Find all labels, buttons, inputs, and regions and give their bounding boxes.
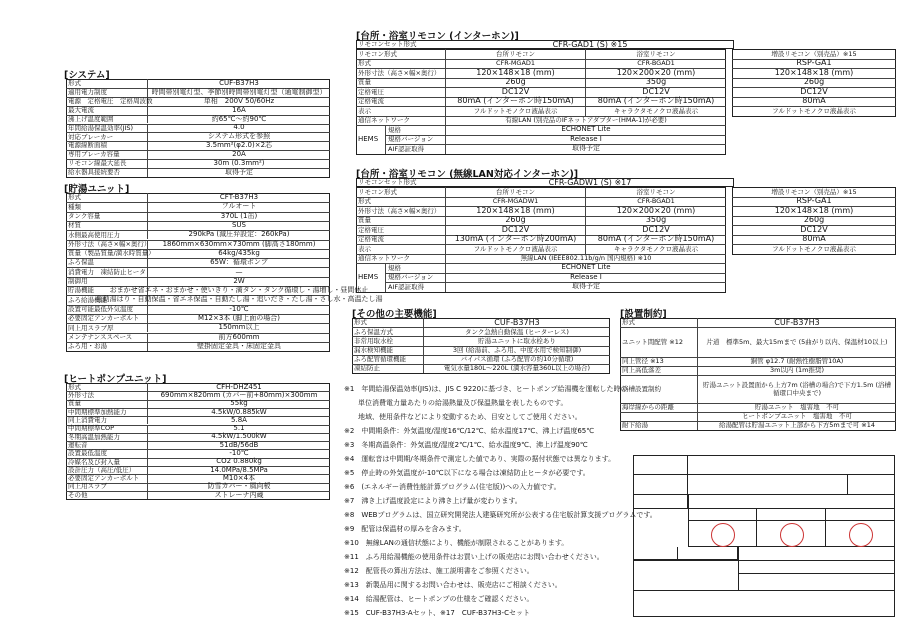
row-value: 30m (0.3mm²) xyxy=(213,159,265,168)
tank-row xyxy=(66,277,330,286)
footnote: ※11 ふろ用給湯機能の使用条件はお買い上げの販売店にお問い合わせください。 xyxy=(344,553,604,561)
row-label xyxy=(620,412,698,421)
row-value: 150mm以上 xyxy=(218,323,260,332)
system-row xyxy=(66,115,330,124)
hems-value: ECHONET Lite xyxy=(561,125,611,134)
hems-label: AIF認証取得 xyxy=(386,282,446,292)
row-value: CFT-B37H3 xyxy=(219,193,259,202)
row-value: 貯湯ユニット 塩害地 不可 xyxy=(754,403,840,412)
row-label: 同上用スラブ xyxy=(66,483,148,491)
tank-row xyxy=(66,267,330,276)
row-value: 時間帯別電灯型、季節別時間帯別電灯型（通電制御型） xyxy=(151,87,327,96)
tank-row xyxy=(66,193,330,202)
hems-label: 規格 xyxy=(386,125,446,135)
row-value-kitchen: 120×148×18 (mm) xyxy=(446,68,586,78)
install-heading: [設置制約] xyxy=(620,309,667,320)
row-label: 沸上げ温度範囲 xyxy=(66,115,148,124)
extra-value: 260g xyxy=(803,215,825,225)
tank-row xyxy=(66,258,330,267)
remote-lan-set-value: CFR-GADW1 (S) ※17 xyxy=(548,177,632,187)
row-value: 無線LAN (IEEE802.11b/g/n 国内規格) ※10 xyxy=(520,254,652,262)
row-label: 浴槽設置制約 xyxy=(620,375,698,403)
system-row xyxy=(66,141,330,150)
row-value: 貯湯ユニット設置面から上方7m (浴槽の場合)で下方1.5m (浴槽循環口中央まで) xyxy=(702,380,892,397)
tank-row xyxy=(66,230,330,239)
row-value-bath: 120×200×20 (mm) xyxy=(616,205,696,215)
remote-lan-set-label: リモコンセット形式 xyxy=(358,178,417,187)
created-label xyxy=(738,547,758,560)
remote-heading: [台所・浴室リモコン (インターホン)] xyxy=(356,31,519,42)
row-value: 3.5mm²(φ2.0)×2芯 xyxy=(205,141,273,150)
row-label: 冬期高温加熱能力 xyxy=(66,433,148,441)
remote-hems-label: HEMS xyxy=(356,125,386,154)
row-value-kitchen: DC12V xyxy=(446,225,586,235)
footnote: ※7 沸き上げ温度設定により沸き上げ量が変わります。 xyxy=(344,497,522,505)
tank-row xyxy=(66,295,383,304)
row-value-bath: 80mA (インターホン時150mA) xyxy=(597,234,715,244)
row-label: 設計圧力（高圧/低圧） xyxy=(66,466,148,474)
row-label: 形式 xyxy=(352,318,424,327)
row-label: 中間期標準COP xyxy=(66,425,148,433)
tank-row xyxy=(66,286,369,295)
row-label: 通信ネットワーク xyxy=(356,116,446,126)
row-value: 自動湯はり・自動保温・省エネ保温・自動たし湯・追いだき・たし湯・さし水・高温たし湯 xyxy=(95,295,383,304)
row-value: 3m以内 (1m推奨) xyxy=(769,366,825,375)
system-heading: [システム] xyxy=(64,70,110,81)
row-label: 対応ブレーカー xyxy=(66,132,148,141)
row-label: 運転音 xyxy=(66,441,148,449)
footnote: ※1 年間給湯保温効率(JIS)は、JIS C 9220に基づき、ヒートポンプ給湯機を運転した時の xyxy=(344,385,628,393)
doc-title xyxy=(633,560,738,590)
extra-value: RSP-GA1 xyxy=(796,58,832,68)
row-label: 制御用 xyxy=(66,277,148,286)
date-label xyxy=(633,547,678,560)
row-value: 64kg/435kg xyxy=(218,248,260,257)
row-value-kitchen: 260g xyxy=(446,216,586,226)
footnote: ※3 冬期高温条件：外気温度/湿度2℃/1℃、給水温度9℃、沸上げ温度90℃ xyxy=(344,441,588,449)
remote-lan-extra-head: 増設リモコン（別売品）※15 xyxy=(771,187,857,196)
row-value-kitchen: 80mA (インターホン時150mA) xyxy=(446,97,586,107)
hems-value: Release I xyxy=(570,272,602,281)
row-value-kitchen: CFR-MGADW1 xyxy=(446,197,586,207)
row-value: 16A xyxy=(232,105,246,114)
page-number xyxy=(848,475,895,495)
row-value-bath: 120×200×20 (mm) xyxy=(616,67,696,77)
row-value: タンク急熱自動保温 (ヒーターレス) xyxy=(465,327,569,336)
footnote: ※10 無線LANの通信状態により、機能が制限されることがあります。 xyxy=(344,539,569,547)
remote-lan-heading: [台所・浴室リモコン (無線LAN対応インターホン)] xyxy=(356,169,579,180)
system-row xyxy=(66,79,330,88)
remote-extra-head: 増設リモコン（別売品）※15 xyxy=(771,49,857,58)
heatpump-row xyxy=(66,458,330,466)
row-label: 形式 xyxy=(66,193,148,202)
row-label: 凍結防止 xyxy=(352,364,424,373)
row-value: CFH-DHZ451 xyxy=(216,382,262,391)
row-label: 同上管径 ※13 xyxy=(620,357,698,366)
row-label: 材質 xyxy=(66,221,148,230)
row-label: 形式 xyxy=(356,197,446,207)
row-value: 4.0 xyxy=(233,123,245,132)
extra-value: DC12V xyxy=(800,224,828,234)
row-label: 専用ブレーカ容量 xyxy=(66,150,148,159)
row-label: 定格電流 xyxy=(356,235,446,245)
system-row xyxy=(66,132,330,141)
row-value: おまかせ省エネ・おまかせ・使いきり・満タン・タンク循環し・湯増し・昼間休止 xyxy=(109,286,369,295)
row-value-bath: DC12V xyxy=(642,86,670,96)
approve-stamp xyxy=(711,523,735,547)
extra-value: 260g xyxy=(803,77,825,87)
row-value: 4.5kW/1.500kW xyxy=(211,432,267,441)
row-value-kitchen: DC12V xyxy=(446,87,586,97)
row-value: 690mm×820mm (カバー前+80mm)×300mm xyxy=(160,390,318,399)
approve-label xyxy=(688,509,757,521)
row-value: 給湯配管は貯湯ユニット上部から下方5mまで可 ※14 xyxy=(719,421,875,430)
footnote: 単位消費電力量あたりの給湯熱量及び保温熱量を表したものです。 xyxy=(344,399,568,407)
system-row xyxy=(66,159,330,168)
row-label: ふろ用・お湯 xyxy=(66,342,148,351)
row-value-kitchen: フルドットモノクロ液晶表示 xyxy=(446,106,586,116)
row-value: CUF-B37H3 xyxy=(494,317,540,327)
row-value: 1860mm×630mm×730mm (脚高さ180mm) xyxy=(162,239,316,248)
row-value: システム形式を参照 xyxy=(207,132,271,141)
row-value-kitchen: 120×148×18 (mm) xyxy=(446,206,586,216)
row-value: 電気水量180L〜220L (満水容量360L以上の場合) xyxy=(443,364,591,373)
row-label: 同上用スラブ厚 xyxy=(66,323,148,332)
hems-value: 取得予定 xyxy=(572,282,600,291)
footnote: ※9 配管は保温材の厚みを含みます。 xyxy=(344,525,466,533)
row-value-kitchen: フルドットモノクロ液晶表示 xyxy=(446,244,586,254)
company-address xyxy=(758,592,895,616)
row-label: 外形寸法（高さ×幅×奥行） xyxy=(356,68,446,78)
row-label: 質量 xyxy=(356,216,446,226)
extra-value: 120×148×18 (mm) xyxy=(774,205,854,215)
revision-label xyxy=(678,547,738,560)
row-label: 形式 xyxy=(66,383,148,391)
row-label: リモコン線最大延長 xyxy=(66,159,148,168)
row-label: 必要固定アンカーボルト xyxy=(66,314,148,323)
hems-label: 規格バージョン xyxy=(386,135,446,145)
hems-label: 規格バージョン xyxy=(386,273,446,283)
tank-row xyxy=(66,342,330,351)
row-value-kitchen: 260g xyxy=(446,78,586,88)
row-label: ふろ給湯機能 xyxy=(66,295,148,304)
row-value: 20A xyxy=(232,150,246,159)
row-value: 貯湯ユニットに取水栓あり xyxy=(478,336,556,345)
system-row xyxy=(66,168,330,177)
row-label: 表示 xyxy=(356,244,446,254)
row-value: -10℃ xyxy=(229,449,249,458)
row-value-bath: 浴室リモコン xyxy=(636,187,676,196)
row-label: 外形寸法（高さ×幅×奥行） xyxy=(356,206,446,216)
hems-label: AIF認証取得 xyxy=(386,144,446,154)
row-label: ふろ保温方式 xyxy=(352,327,424,336)
heatpump-row xyxy=(66,483,330,491)
tank-row xyxy=(66,202,330,211)
row-label: 中間期標準加熱能力 xyxy=(66,408,148,416)
row-value: 290kPa (減圧弁設定：260kPa) xyxy=(188,230,290,239)
extra-value: RSP-GA1 xyxy=(796,196,832,206)
row-value: ヒートポンプユニット 塩害地 不可 xyxy=(742,412,852,421)
row-label: リモコン形式 xyxy=(356,49,446,59)
extra-value: フルドットモノクロ液晶表示 xyxy=(772,244,856,253)
row-value: フルオート xyxy=(221,202,257,211)
row-label: 種類 xyxy=(66,202,148,211)
row-value: CUF-B37H3 xyxy=(774,317,820,327)
row-label: 耐下給湯 xyxy=(620,421,698,430)
footnote: ※4 運転音は中間期/冬期条件で測定した値であり、実際の据付状態では異なります。 xyxy=(344,455,616,463)
heatpump-row xyxy=(66,391,330,399)
row-label: リモコン形式 xyxy=(356,187,446,197)
tank-row xyxy=(66,240,330,249)
extra-value: フルドットモノクロ液晶表示 xyxy=(772,106,856,115)
hems-value: 取得予定 xyxy=(572,144,600,153)
row-label: 貯湯機能 xyxy=(66,286,148,295)
row-value-bath: 80mA (インターホン時150mA) xyxy=(597,96,715,106)
row-value: CUF-B37H3 xyxy=(219,78,259,87)
company-name xyxy=(633,590,758,617)
footnote: ※2 中間期条件：外気温度/湿度16℃/12℃、給水温度17℃、沸上げ温度65℃ xyxy=(344,427,595,435)
hems-value: ECHONET Lite xyxy=(561,263,611,272)
row-value: 防雪カバー・風向板 xyxy=(207,482,271,491)
model-label xyxy=(633,475,688,495)
footnote: ※14 給湯配管は、ヒートポンプの仕様をご確認ください。 xyxy=(344,595,534,603)
row-label: 形式 xyxy=(66,79,148,88)
tank-row xyxy=(66,305,330,314)
row-value: 65W：循環ポンプ xyxy=(210,258,268,267)
row-label: メンテナンススペース xyxy=(66,333,148,342)
tank-row xyxy=(66,323,330,332)
row-value: 有線LAN (別売品のIFネットアダプター(HMA-1)が必要) xyxy=(505,116,667,124)
row-value: 4.5kW/0.885kW xyxy=(211,407,267,416)
scale-label xyxy=(738,560,758,573)
row-label: 形式 xyxy=(356,59,446,69)
row-label: 質量 xyxy=(66,400,148,408)
row-value: 壁掛固定金具・床固定金具 xyxy=(197,341,281,350)
heatpump-row xyxy=(66,425,330,433)
row-label: 漏水検知機能 xyxy=(352,346,424,355)
system-row xyxy=(66,150,330,159)
hems-value: Release I xyxy=(570,134,602,143)
row-value: SUS xyxy=(231,221,246,230)
tank-row xyxy=(66,249,330,258)
row-value: 51dB/56dB xyxy=(219,440,259,449)
row-label: 定格電圧 xyxy=(356,225,446,235)
row-label: その他 xyxy=(66,491,148,499)
heatpump-row xyxy=(66,433,330,441)
row-label: ふろ保温 xyxy=(66,258,148,267)
row-label: 必要固定アンカーボルト xyxy=(66,474,148,482)
row-label: 適用電力制度 xyxy=(66,88,148,97)
row-label: 海岸線からの距離 xyxy=(620,403,698,412)
footnote: ※12 配管長の算出方法は、施工説明書をご参照ください。 xyxy=(344,567,534,575)
row-label: ふろ配管循環機能 xyxy=(352,355,424,364)
other-heading: [その他の主要機能] xyxy=(352,309,437,320)
row-value-kitchen: CFR-MGAD1 xyxy=(446,59,586,69)
extra-value: 80mA xyxy=(802,96,826,106)
row-value-bath: DC12V xyxy=(642,224,670,234)
row-value-bath: 350g xyxy=(645,77,667,87)
row-value: 2W xyxy=(233,276,245,285)
row-value: 3回 (給湯前、ふろ用、中度水用で検知制御) xyxy=(452,345,582,354)
row-label: 給水器具接続要否 xyxy=(66,168,148,177)
row-value: CO2 0.880kg xyxy=(216,457,262,466)
product-name xyxy=(688,455,895,475)
row-value: 約65℃〜約90℃ xyxy=(211,114,267,123)
row-value-bath: キャラクタモノクロ液晶表示 xyxy=(613,244,699,253)
footnote: ※8 WEBプログラムは、国立研究開発法人建築研究所が公表する住宅版計算支援プログラムです。 xyxy=(344,511,657,519)
row-value-kitchen: 台所リモコン xyxy=(446,187,586,197)
footnote: 地域、使用条件などにより変動するため、目安としてご使用ください。 xyxy=(344,413,582,421)
row-value: 取得予定 xyxy=(225,167,253,176)
row-label: 電源 定格電圧 定格周波数 xyxy=(68,96,153,105)
extra-value: DC12V xyxy=(800,86,828,96)
hems-label: 規格 xyxy=(386,263,446,273)
tank-row xyxy=(66,221,330,230)
row-value-bath: キャラクタモノクロ液晶表示 xyxy=(613,106,699,115)
scale-value xyxy=(800,560,860,573)
row-value-bath: CFR-BGAD1 xyxy=(637,197,675,205)
row-label: 質量 xyxy=(356,78,446,88)
row-label: 同上高低落差 xyxy=(620,366,698,375)
remote-set-value: CFR-GAD1 (S) ※15 xyxy=(552,39,628,49)
row-label: 年間給湯保温効率(JIS) xyxy=(66,124,148,133)
row-value: 銅管 φ12.7 (耐熱性樹脂管10A) xyxy=(750,357,844,366)
row-value: — xyxy=(235,267,243,276)
row-value-kitchen: 台所リモコン xyxy=(446,49,586,59)
heatpump-heading: [ヒートポンプユニット] xyxy=(64,374,167,385)
check-stamp xyxy=(780,523,804,547)
model-value xyxy=(688,475,848,495)
tank-row xyxy=(66,333,330,342)
extra-value: 80mA xyxy=(802,234,826,244)
row-label: タンク容量 xyxy=(66,212,148,221)
author-stamp xyxy=(849,523,873,547)
system-row xyxy=(66,124,330,133)
row-value: 5.8A xyxy=(231,415,247,424)
row-value: 14.0MPa/8.5MPa xyxy=(210,465,268,474)
row-value: 単相 200V 50/60Hz xyxy=(203,96,275,105)
row-label: 設置可能最低外気温度 xyxy=(66,305,148,314)
footnote: ※15 CUF-B37H3-Aセット、※17 CUF-B37H3-Cセット xyxy=(344,609,530,617)
row-value-kitchen: 130mA (インターホン時200mA) xyxy=(446,235,586,245)
row-value: 5.1 xyxy=(233,424,245,433)
footnote: ※5 停止時の外気温度が-10℃以下になる場合は凍結防止ヒータが必要です。 xyxy=(344,469,590,477)
row-label: ユニット間配管 ※12 xyxy=(620,327,698,357)
stamp-row xyxy=(688,521,895,547)
row-label: 最大電流 xyxy=(66,106,148,115)
extra-value: 120×148×18 (mm) xyxy=(774,67,854,77)
system-row xyxy=(66,97,330,106)
check-label xyxy=(757,509,826,521)
system-row xyxy=(66,88,330,97)
row-label: 水側最高使用圧力 xyxy=(66,230,148,239)
created-date xyxy=(770,547,890,560)
row-label: 電源線断面積 xyxy=(66,141,148,150)
row-label: 同上消費電力 xyxy=(66,416,148,424)
row-value-bath: CFR-BGAD1 xyxy=(637,59,675,67)
remote-lan-hems-label: HEMS xyxy=(356,263,386,292)
row-value: -10℃ xyxy=(229,304,249,313)
row-value: M12×3本 (脚上面の場合) xyxy=(198,314,280,323)
heatpump-row xyxy=(66,491,330,499)
tank-heading: [貯湯ユニット] xyxy=(64,184,130,195)
footnote: ※13 新製品用に関するお問い合わせは、販売店にご相談ください。 xyxy=(344,581,562,589)
row-value: 370L (1缶) xyxy=(220,211,258,220)
edition-value xyxy=(688,495,895,509)
row-value: 片道 標準5m、最大15mまで (5曲がり以内、保温材10以上) xyxy=(706,337,888,346)
tank-row xyxy=(66,314,330,323)
row-label: 定格電圧 xyxy=(356,87,446,97)
heatpump-row xyxy=(66,408,330,416)
edition-label xyxy=(633,495,688,509)
row-label: 質量（製品質量/満水時質量） xyxy=(68,249,155,258)
row-label: 定格電流 xyxy=(356,97,446,107)
row-label: 外形寸法 xyxy=(66,391,148,399)
system-row xyxy=(66,106,330,115)
remote-set-label: リモコンセット形式 xyxy=(358,40,417,49)
row-label: 冷媒名及び封入量 xyxy=(66,458,148,466)
footnote: ※6 (エネルギー消費性能計算プログラム(住宅版))への入力値です。 xyxy=(344,483,561,491)
row-label: 設置最低温度 xyxy=(66,449,148,457)
row-value: 55kg xyxy=(230,399,248,408)
row-value: M10×4本 xyxy=(222,473,256,482)
heatpump-row xyxy=(66,449,330,457)
row-value: バイパス循環 (ふろ配管の約10分循環) xyxy=(460,355,574,364)
tank-row xyxy=(66,212,330,221)
row-label: 表示 xyxy=(356,106,446,116)
author-label xyxy=(826,509,895,521)
heatpump-row xyxy=(66,400,330,408)
row-value-bath: 350g xyxy=(645,215,667,225)
name-label xyxy=(633,455,688,475)
row-label: 形式 xyxy=(620,318,698,327)
row-value: 前方600mm xyxy=(218,332,260,341)
row-label: 通信ネットワーク xyxy=(356,254,446,264)
row-label: 非常用取水栓 xyxy=(352,336,424,345)
row-label: 消費電力 凍結防止ヒータ xyxy=(66,267,148,276)
row-label: 外形寸法（高さ×幅×奥行） xyxy=(68,239,151,248)
row-value-bath: 浴室リモコン xyxy=(636,49,676,58)
row-value: ストレーナ内蔵 xyxy=(214,490,264,499)
